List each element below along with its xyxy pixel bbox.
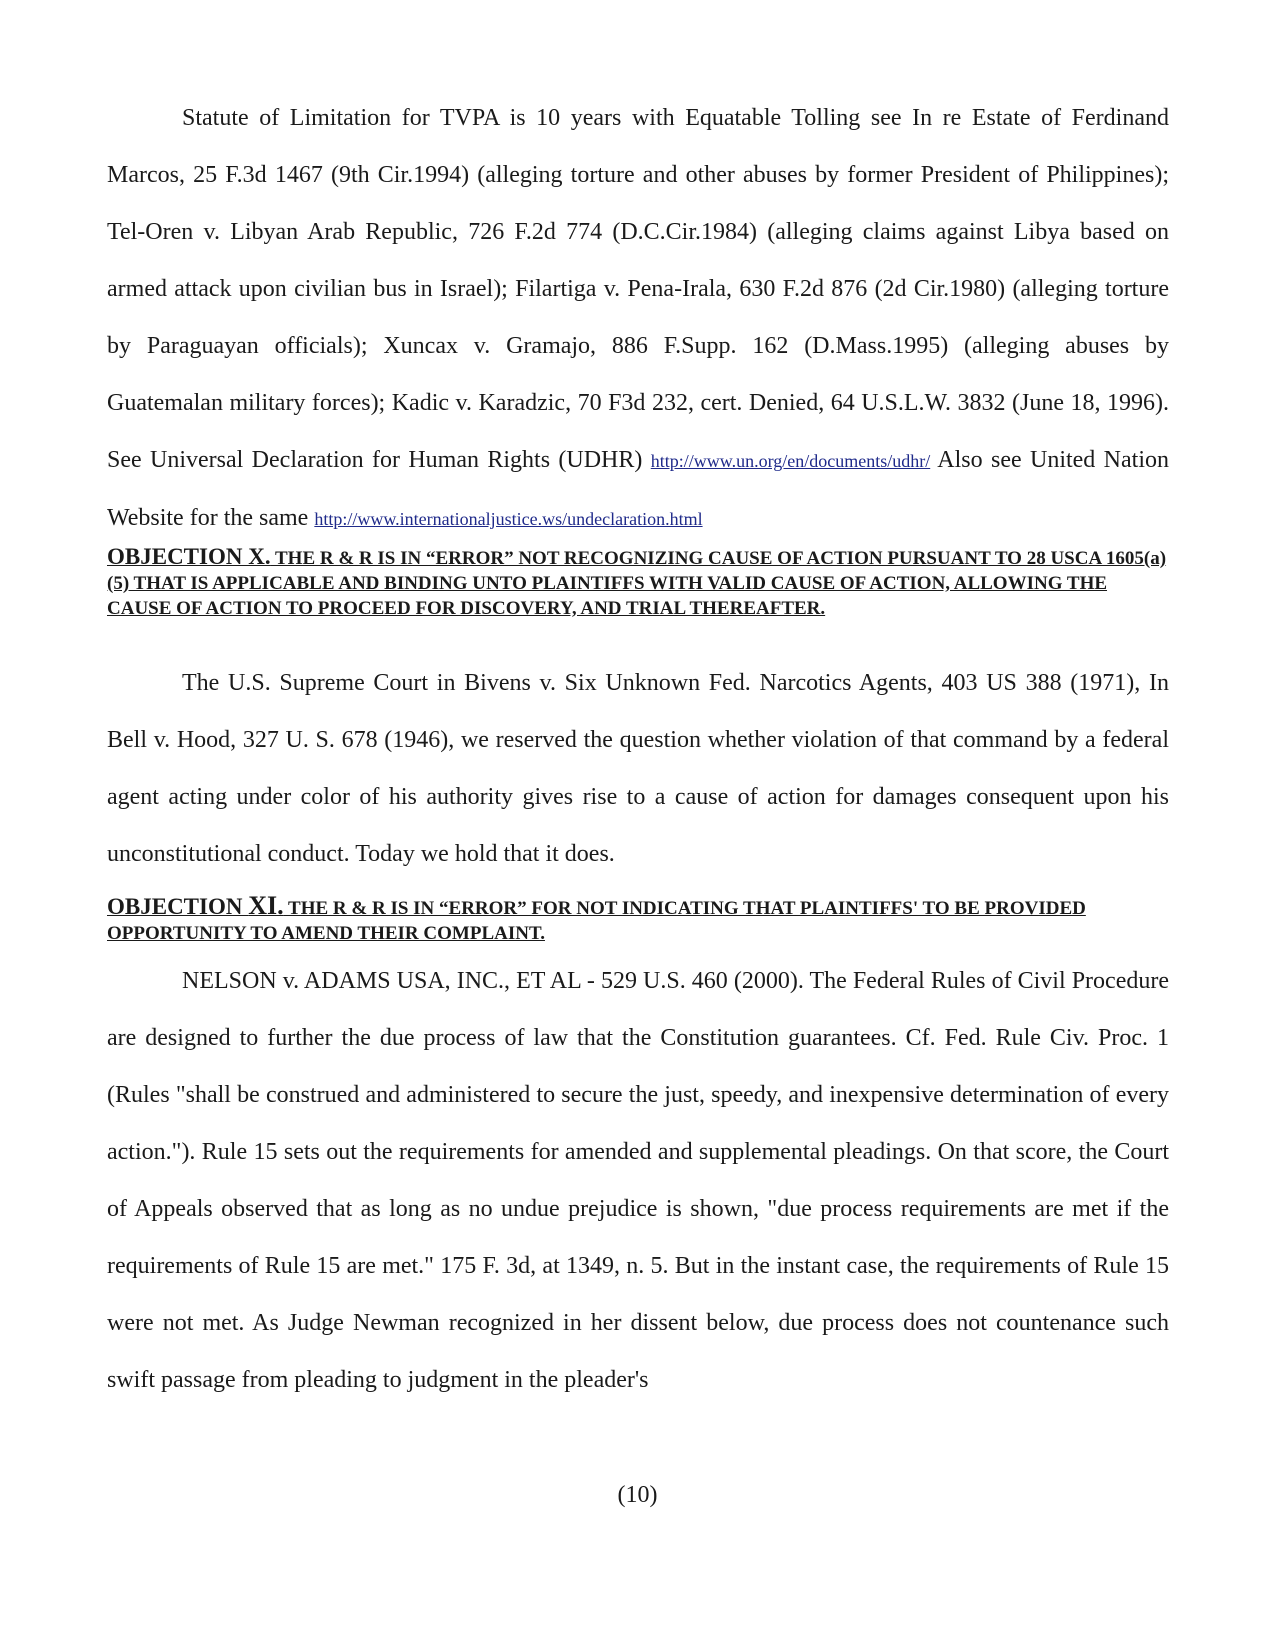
undeclaration-link[interactable]: http://www.internationaljustice.ws/undeclaration.html xyxy=(314,509,703,529)
paragraph-bivens xyxy=(107,655,1169,883)
objection-number: XI. xyxy=(248,891,284,920)
paragraph-text: Also see United Nation Website for the same xyxy=(107,447,1169,531)
objection-text: THE R & R IS IN “ERROR” FOR NOT INDICATING THAT PLAINTIFFS' TO BE PROVIDED OPPORTUNITY TO AMEND THEIR COMPLAINT. xyxy=(107,898,1086,944)
paragraph-text: Statute of Limitation for TVPA is 10 years with Equatable Tolling see In re Estate of Ferdinand Marcos, 25 F.3d 1467 (9th Cir.1994) (alleging torture and other abuses by former President of Philippines); Tel-Oren v. Libyan Arab Republic, 726 F.2d 774 (D.C.Cir.1984) (alleging claims against Libya based on armed attack upon civilian bus in Israel); Filartiga v. Pena-Irala, 630 F.2d 876 (2d Cir.1980) (alleging torture by Paraguayan officials); Xuncax v. Gramajo, 886 F.Supp. 162 (D.Mass.1995) (alleging abuses by Guatemalan military forces); Kadic v. Karadzic, 70 F3d 232, cert. Denied, 64 U.S.L.W. 3832 (June 18, 1996). See Universal Declaration for Human Rights (UDHR) xyxy=(107,105,1169,473)
objection-xi-heading xyxy=(107,893,1167,946)
paragraph-text: NELSON v. ADAMS USA, INC., ET AL - 529 U.S. 460 (2000). The Federal Rules of Civil Procedure are designed to further the due process of law that the Constitution guarantees. Cf. Fed. Rule Civ. Proc. 1 (Rules "shall be construed and administered to secure the just, speedy, and inexpensive determination of every action."). Rule 15 sets out the requirements for amended and supplemental pleadings. On that score, the Court of Appeals observed that as long as no undue prejudice is shown, "due process requirements are met if the requirements of Rule 15 are met." 175 F. 3d, at 1349, n. 5. But in the instant case, the requirements of Rule 15 were not met. As Judge Newman recognized in her dissent below, due process does not countenance such swift passage from pleading to judgment in the pleader's xyxy=(107,968,1169,1393)
udhr-link[interactable]: http://www.un.org/en/documents/udhr/ xyxy=(650,451,931,471)
objection-text: THE R & R IS IN “ERROR” NOT RECOGNIZING CAUSE OF ACTION PURSUANT TO 28 USCA 1605(a)(5) THAT IS APPLICABLE AND BINDING UNTO PLAINTIFFS WITH VALID CAUSE OF ACTION, ALLOWING THE CAUSE OF ACTION TO PROCEED FOR DISCOVERY, AND TRIAL THEREAFTER. xyxy=(107,548,1167,619)
objection-label: OBJECTION xyxy=(107,894,249,919)
objection-x-heading xyxy=(107,544,1167,621)
objection-label: OBJECTION X. xyxy=(107,544,271,569)
paragraph-nelson xyxy=(107,953,1169,1409)
paragraph-statute-of-limitation xyxy=(107,90,1169,548)
paragraph-text: The U.S. Supreme Court in Bivens v. Six Unknown Fed. Narcotics Agents, 403 US 388 (1971), In Bell v. Hood, 327 U. S. 678 (1946), we reserved the question whether violation of that command by a federal agent acting under color of his authority gives rise to a cause of action for damages consequent upon his unconstitutional conduct. Today we hold that it does. xyxy=(107,670,1169,867)
page-number: (10) xyxy=(617,1482,658,1508)
